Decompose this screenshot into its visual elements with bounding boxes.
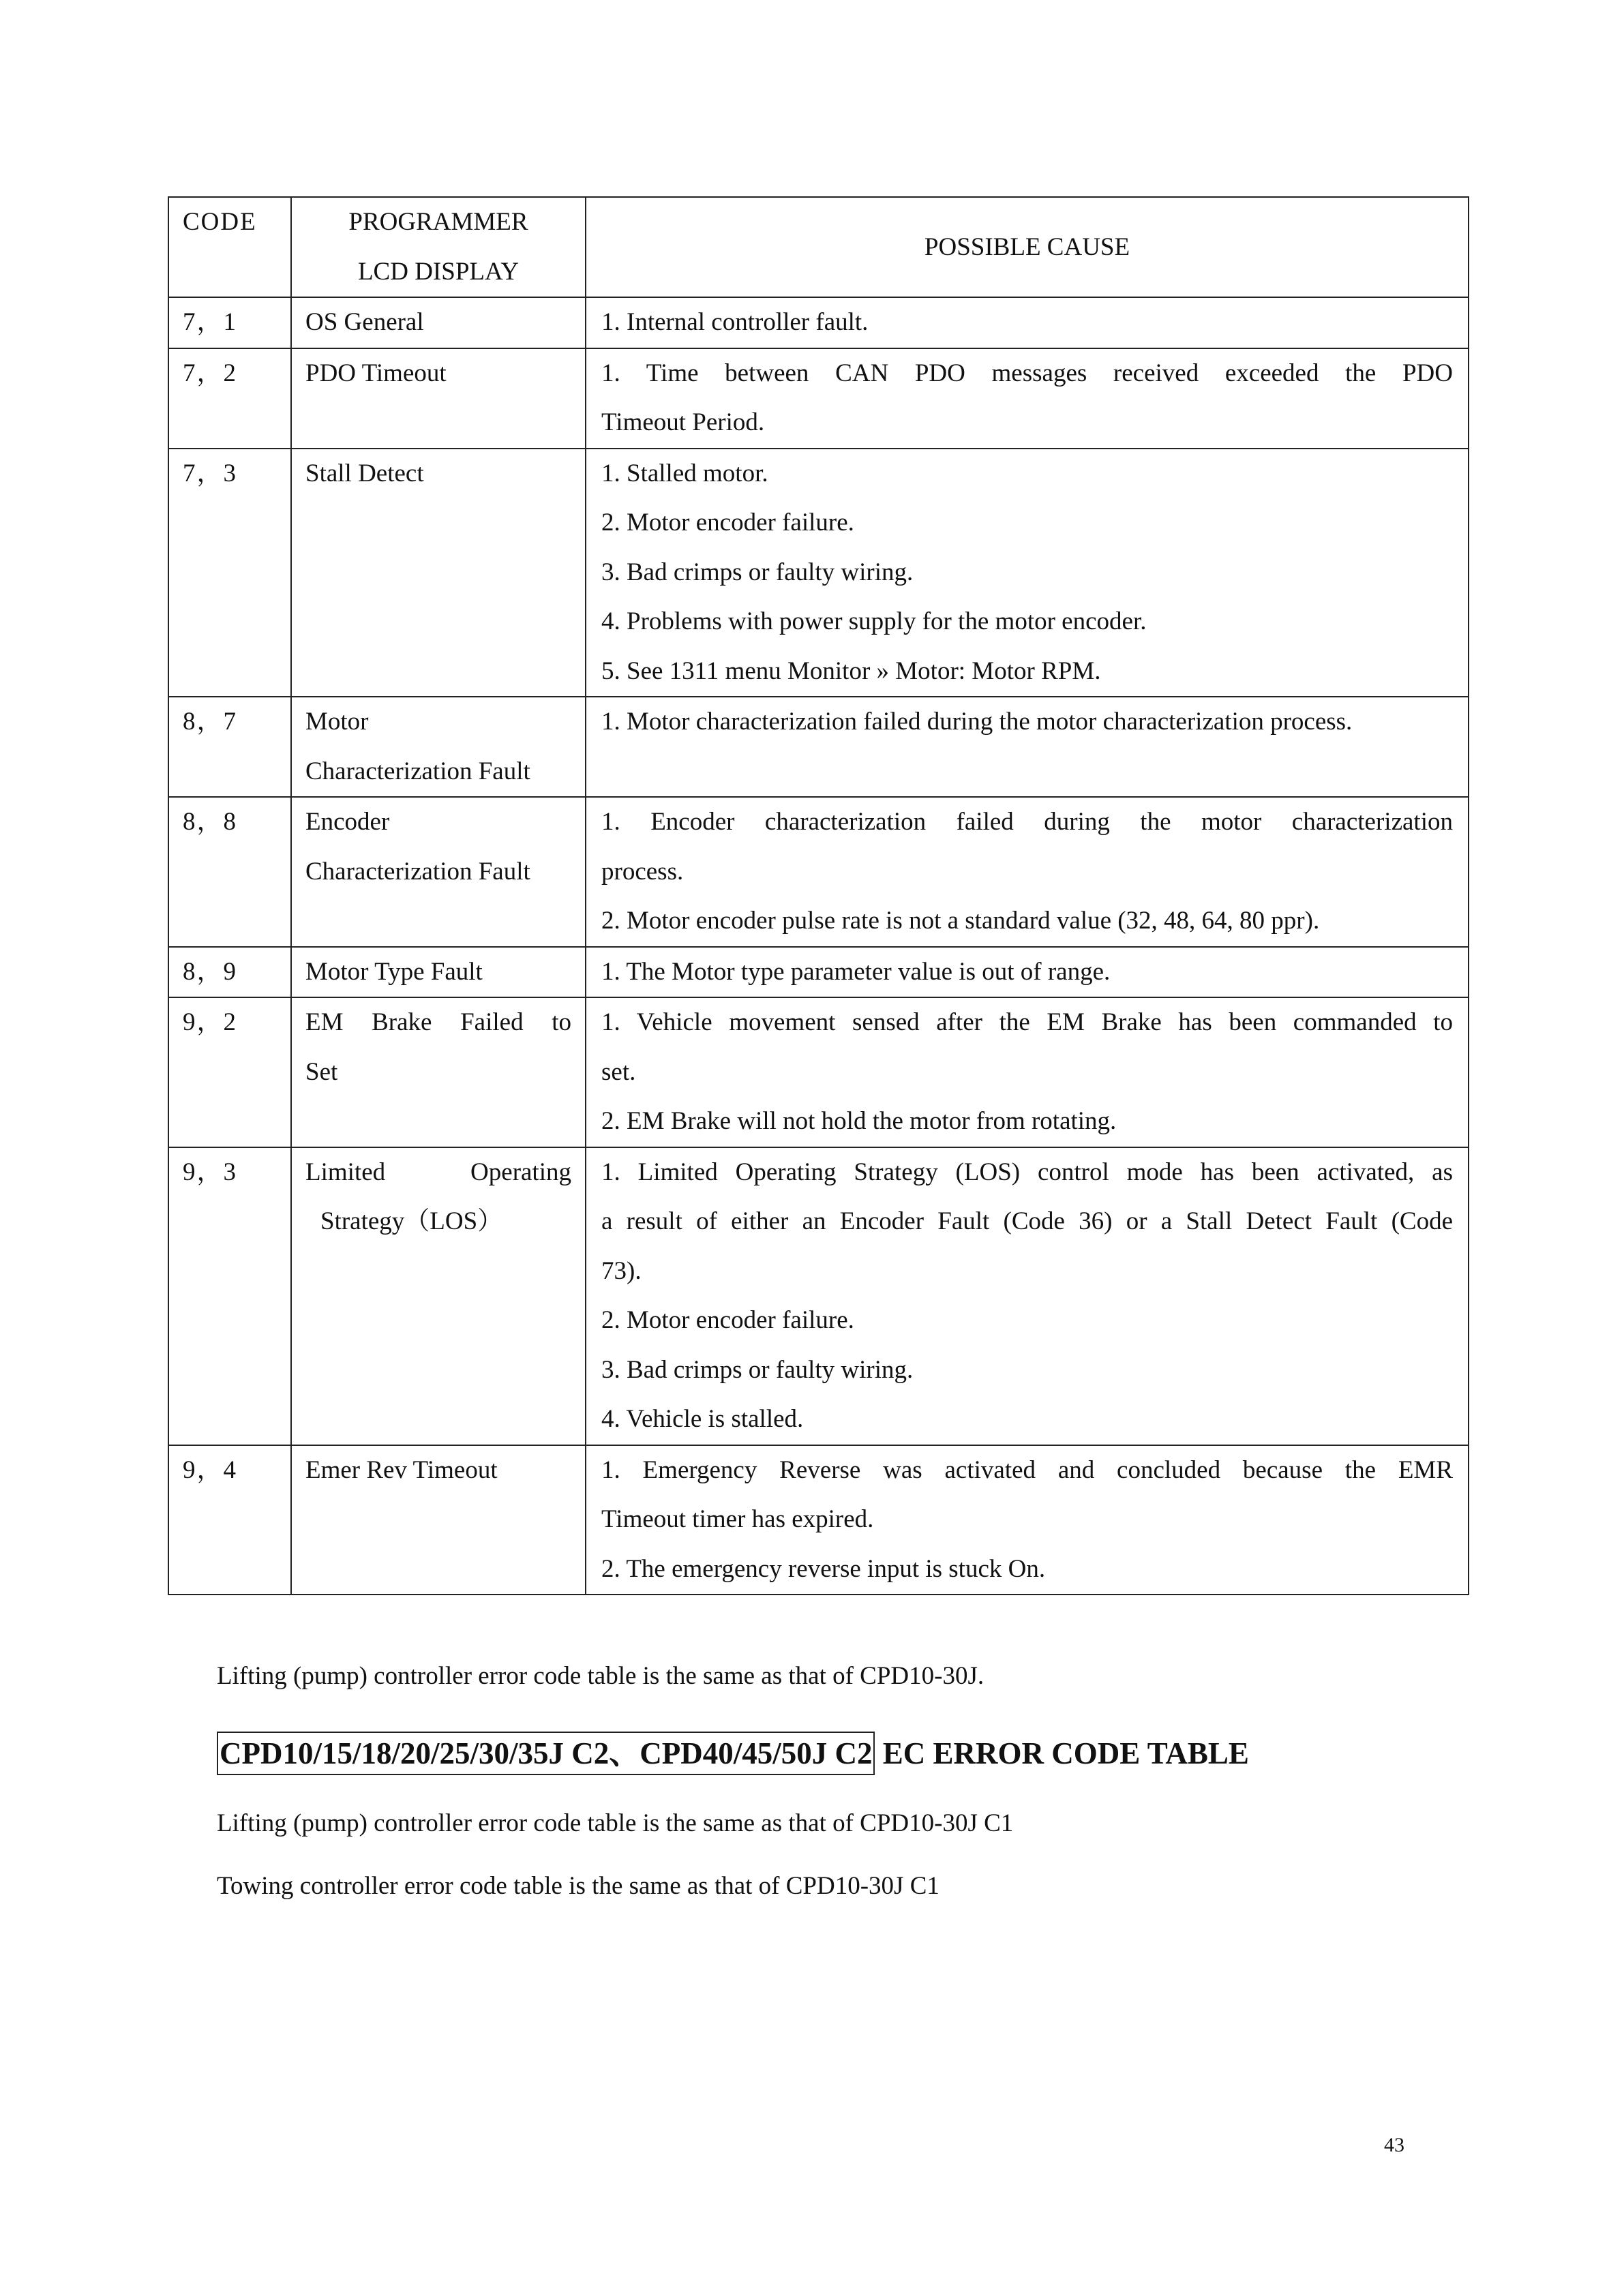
- lcd-display-text: Motor: [305, 708, 369, 736]
- cause-line: 1. Vehicle movement sensed after the EM Brake has been commanded to: [601, 1008, 1453, 1036]
- table-row: [168, 348, 1469, 449]
- possible-cause-cell: [586, 997, 1469, 1147]
- lifting-note-c1: Lifting (pump) controller error code table is the same as that of CPD10-30J C1: [217, 1809, 1014, 1837]
- error-code: 8，9: [183, 957, 237, 986]
- table-row: [168, 297, 1469, 348]
- cause-line: a result of either an Encoder Fault (Code 36) or a Stall Detect Fault (Code: [601, 1207, 1453, 1235]
- possible-cause-cell: [586, 348, 1469, 449]
- table-row: [168, 997, 1469, 1147]
- code-cell: [168, 1147, 291, 1445]
- error-code: 8，8: [183, 808, 237, 836]
- lcd-display-cell: [291, 348, 586, 449]
- cause-line: 1. The Motor type parameter value is out of range.: [601, 957, 1111, 986]
- section-heading: [217, 1732, 1249, 1775]
- code-cell: [168, 997, 291, 1147]
- header-possible-cause: POSSIBLE CAUSE: [586, 197, 1469, 297]
- lcd-display-cell: [291, 797, 586, 947]
- table-header-row: [168, 197, 1469, 297]
- lcd-display-cell: [291, 449, 586, 697]
- error-code-table: [168, 196, 1469, 1595]
- cause-line: 1. Encoder characterization failed during the motor characterization: [601, 808, 1453, 836]
- cause-line: 1. Emergency Reverse was activated and concluded because the EMR: [601, 1455, 1453, 1484]
- cause-line: 3. Bad crimps or faulty wiring.: [601, 558, 914, 586]
- code-cell: [168, 797, 291, 947]
- lcd-display-text: Emer Rev Timeout: [305, 1455, 498, 1484]
- lifting-note: Lifting (pump) controller error code table is the same as that of CPD10-30J.: [217, 1662, 984, 1690]
- possible-cause-cell: [586, 697, 1469, 797]
- possible-cause-cell: [586, 797, 1469, 947]
- section-heading-title: EC ERROR CODE TABLE: [875, 1736, 1249, 1770]
- error-code: 7，3: [183, 459, 237, 487]
- cause-line: 73).: [601, 1256, 642, 1285]
- possible-cause-cell: [586, 1147, 1469, 1445]
- cause-line: 3. Bad crimps or faulty wiring.: [601, 1355, 914, 1384]
- possible-cause-cell: [586, 449, 1469, 697]
- cause-line: Timeout timer has expired.: [601, 1505, 874, 1533]
- lcd-display-cell: [291, 697, 586, 797]
- code-cell: [168, 697, 291, 797]
- cause-line: 1. Internal controller fault.: [601, 308, 869, 336]
- possible-cause-cell: [586, 297, 1469, 348]
- code-cell: [168, 1445, 291, 1595]
- cause-line: set.: [601, 1057, 636, 1086]
- lcd-display-text: Stall Detect: [305, 459, 424, 487]
- table-row: [168, 1147, 1469, 1445]
- cause-line: 2. Motor encoder failure.: [601, 1306, 854, 1334]
- lcd-display-text: Limited Operating: [305, 1158, 571, 1186]
- error-code: 9，3: [183, 1158, 237, 1186]
- lcd-display-cell: [291, 1445, 586, 1595]
- lcd-display-text: Encoder: [305, 808, 390, 836]
- table-row: [168, 947, 1469, 998]
- lcd-display-text: Characterization Fault: [305, 757, 530, 785]
- cause-line: Timeout Period.: [601, 408, 765, 436]
- possible-cause-cell: [586, 1445, 1469, 1595]
- possible-cause-cell: [586, 947, 1469, 998]
- lcd-display-text: PDO Timeout: [305, 359, 447, 387]
- lcd-display-cell: [291, 297, 586, 348]
- code-cell: [168, 449, 291, 697]
- error-code: 9，4: [183, 1455, 237, 1484]
- code-cell: [168, 297, 291, 348]
- code-cell: [168, 947, 291, 998]
- error-code: 7，2: [183, 359, 237, 387]
- error-code: 8，7: [183, 708, 237, 736]
- cause-line: 1. Stalled motor.: [601, 459, 768, 487]
- code-cell: [168, 348, 291, 449]
- lcd-display-cell: [291, 1147, 586, 1445]
- cause-line: 5. See 1311 menu Monitor » Motor: Motor RPM.: [601, 656, 1101, 685]
- lcd-display-text: OS General: [305, 308, 424, 336]
- lcd-display-cell: [291, 947, 586, 998]
- table-row: [168, 1445, 1469, 1595]
- cause-line: 4. Vehicle is stalled.: [601, 1405, 804, 1433]
- cause-line: 2. Motor encoder pulse rate is not a standard value (32, 48, 64, 80 ppr).: [601, 907, 1320, 935]
- lcd-display-text: EM Brake Failed to: [305, 1008, 571, 1036]
- section-heading-models: CPD10/15/18/20/25/30/35J C2、CPD40/45/50J C2: [217, 1732, 875, 1775]
- towing-note-c1: Towing controller error code table is the same as that of CPD10-30J C1: [217, 1872, 939, 1900]
- table-row: [168, 697, 1469, 797]
- cause-line: 2. Motor encoder failure.: [601, 509, 854, 537]
- header-lcd-display: PROGRAMMER LCD DISPLAY: [291, 197, 586, 297]
- lcd-display-text: Strategy（LOS）: [320, 1207, 503, 1235]
- lcd-display-text: Motor Type Fault: [305, 957, 483, 986]
- lcd-display-text: Set: [305, 1057, 338, 1086]
- header-code: CODE: [168, 197, 291, 297]
- cause-line: 1. Motor characterization failed during the motor characterization process.: [601, 708, 1353, 736]
- cause-line: 4. Problems with power supply for the motor encoder.: [601, 607, 1147, 635]
- page-number: 43: [1384, 2134, 1404, 2156]
- error-code: 9，2: [183, 1008, 237, 1036]
- cause-line: 2. The emergency reverse input is stuck On.: [601, 1554, 1046, 1583]
- cause-line: 1. Time between CAN PDO messages received exceeded the PDO: [601, 359, 1453, 387]
- error-code: 7，1: [183, 308, 237, 336]
- table-row: [168, 449, 1469, 697]
- cause-line: 2. EM Brake will not hold the motor from rotating.: [601, 1107, 1117, 1135]
- lcd-display-text: Characterization Fault: [305, 857, 530, 886]
- lcd-display-cell: [291, 997, 586, 1147]
- cause-line: process.: [601, 857, 684, 886]
- table-row: [168, 797, 1469, 947]
- cause-line: 1. Limited Operating Strategy (LOS) control mode has been activated, as: [601, 1158, 1453, 1186]
